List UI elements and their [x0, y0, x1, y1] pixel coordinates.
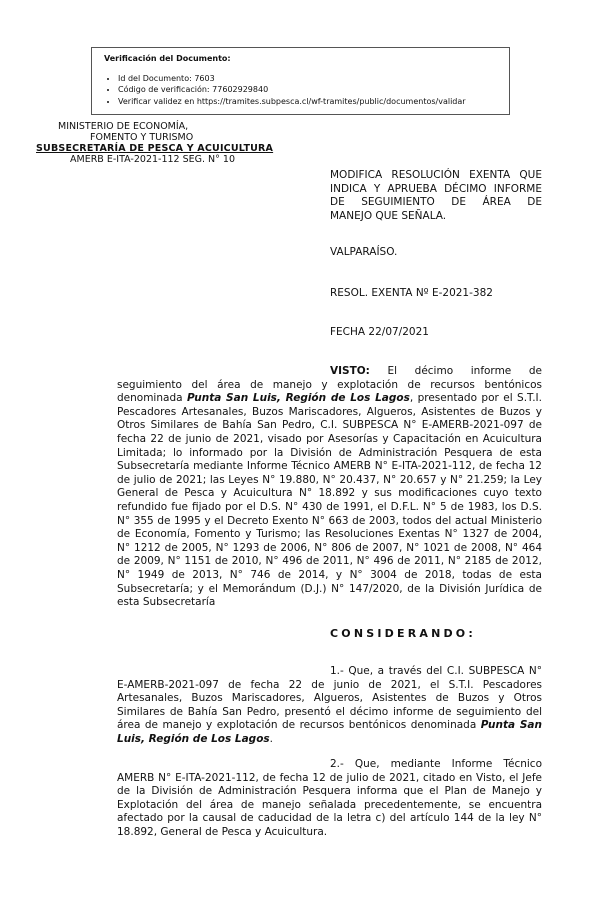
visto-label: VISTO:	[330, 365, 370, 377]
verification-link[interactable]: • Verificar validez en https://tramites.subpesca.cl/wf-tramites/public/documentos/validar	[118, 96, 501, 108]
subject-line: INDICA Y APRUEBA DÉCIMO INFORME	[330, 182, 542, 195]
resolution-date: FECHA 22/07/2021	[330, 326, 429, 338]
verification-list	[104, 73, 501, 108]
visto-text: , presentado por el S.T.I. Pescadores Artesanales, Buzos Mariscadores, Algueros, Asistentes de Buzos y Otros Similares de Bahía San Pedro, C.I. SUBPESCA N° E-AMERB-2021-097 de fecha 22 de junio de 2021, visado por Asesorías y Capacitación en Acuicultura Limitada; lo informado por la División de Administración Pesquera de esta Subsecretaría mediante Informe Técnico AMERB N° E-ITA-2021-112, de fecha 12 de julio de 2021; las Leyes N° 19.880, N° 20.437, N° 20.657 y N° 21.259; la Ley General de Pesca y Acuicultura N° 18.892 y sus modificaciones cuyo texto refundido fue fijado por el D.S. N° 430 de 1991, el D.F.L. N° 5 de 1983, los D.S. N° 355 de 1995 y el Decreto Exento N° 663 de 2003, todos del actual Ministerio de Economía, Fomento y Turismo; las Resoluciones Exentas N° 1327 de 2004, N° 1212 de 2005, N° 1293 de 2006, N° 806 de 2007, N° 1021 de 2008, N° 464 de 2009, N° 1151 de 2010, N° 496 de 2011, N° 496 de 2011, N° 2185 de 2012, N° 1949 de 2013, N° 746 de 2014, y N° 3004 de 2018, todas de esta Subsecretaría; y el Memorándum (D.J.) N° 147/2020, de la División Jurídica de esta Subsecretaría	[117, 392, 542, 609]
city: VALPARAÍSO.	[330, 246, 398, 258]
ministry-header	[0, 121, 340, 165]
verification-title: Verificación del Documento:	[104, 54, 231, 63]
subject-line: MANEJO QUE SEÑALA.	[330, 209, 447, 222]
verification-code: • Código de verificación: 77602929840	[118, 84, 501, 96]
reference-number: AMERB E-ITA-2021-112 SEG. N° 10	[70, 154, 236, 165]
ministry-name-line2: FOMENTO Y TURISMO	[90, 132, 194, 143]
subject-line: MODIFICA RESOLUCIÓN EXENTA QUE	[330, 169, 542, 181]
visto-paragraph	[117, 365, 542, 610]
considerando-paragraph-1	[117, 665, 542, 747]
verification-box	[91, 47, 510, 115]
area-name: Punta San Luis, Región de Los Lagos	[117, 719, 542, 745]
visto-text: El décimo informe de seguimiento del área de manejo y explotación de recursos bentónicos denominada	[117, 365, 542, 405]
considerando-paragraph-2: 2.- Que, mediante Informe Técnico AMERB N° E-ITA-2021-112, de fecha 12 de julio de 2021, citado en Visto, el Jefe de la División de Administración Pesquera informa que el Plan de Manejo y Explotación del área de manejo señalada precedentemente, se encuentra afectado por la causal de caducidad de la letra c) del artículo 144 de la ley N° 18.892, General de Pesca y Acuicultura.	[117, 758, 542, 838]
subject-line: DE SEGUIMIENTO DE ÁREA DE	[330, 196, 542, 208]
area-name: Punta San Luis, Región de Los Lagos	[186, 392, 410, 405]
resolution-subject	[330, 169, 542, 223]
paragraph-end: .	[269, 732, 274, 745]
paragraph-text: 1.- Que, a través del C.I. SUBPESCA N° E-AMERB-2021-097 de fecha 22 de junio de 2021, el S.T.I. Pescadores Artesanales, Buzos Mariscadores, Algueros, Asistentes de Buzos y Otros Similares de Bahía San Pedro, presentó el décimo informe de seguimiento del área de manejo y explotación de recursos bentónicos denominada	[117, 665, 542, 732]
subsecretaria-name: SUBSECRETARÍA DE PESCA Y ACUICULTURA	[36, 143, 274, 154]
resolution-number: RESOL. EXENTA Nº E-2021-382	[330, 287, 493, 299]
considerando-heading: CONSIDERANDO:	[330, 627, 476, 640]
ministry-name-line1: MINISTERIO DE ECONOMÍA,	[58, 121, 189, 132]
document-id: • Id del Documento: 7603	[118, 73, 501, 85]
